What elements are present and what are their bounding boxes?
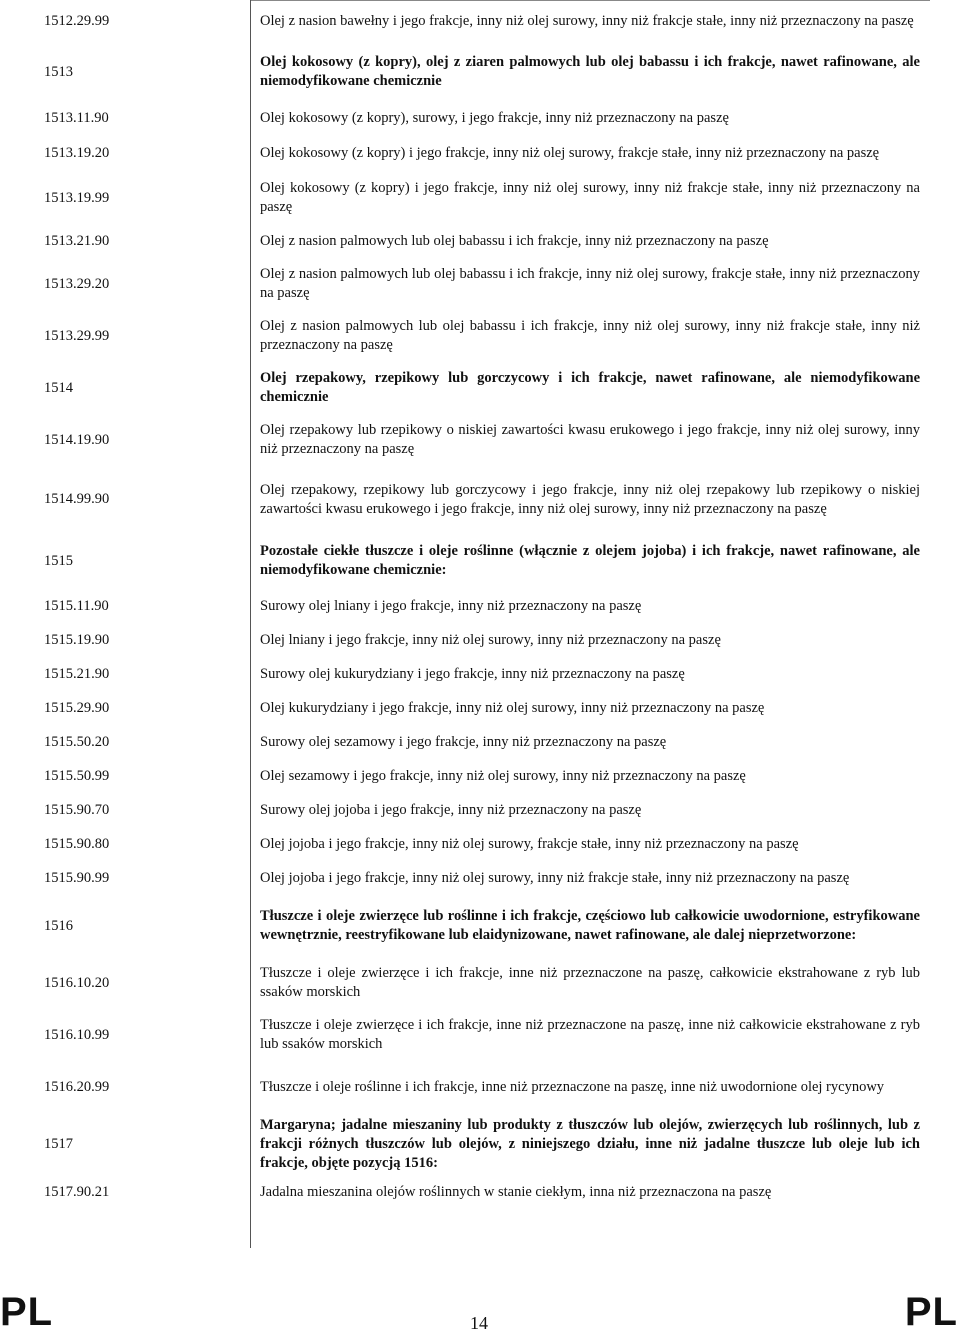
table-row	[0, 623, 930, 657]
cn-description: Olej kokosowy (z kopry), surowy, i jego frakcje, inny niż przeznaczony na paszę	[260, 109, 729, 126]
cn-description: Surowy olej jojoba i jego frakcje, inny niż przeznaczony na paszę	[260, 801, 642, 818]
cn-description: Tłuszcze i oleje zwierzęce lub roślinne i ich frakcje, częściowo lub całkowicie uwodornione, estryfikowane wewnętrznie, reestryfikowane lub elaidynizowane, nawet rafinowane, ale dalej nieprzetworzone:	[260, 908, 920, 943]
cn-code: 1516.10.99	[44, 1026, 110, 1043]
cn-description: Tłuszcze i oleje zwierzęce i ich frakcje, inne niż przeznaczone na paszę, inne niż całkowicie ekstrahowane z ryb lub ssaków morskich	[260, 1017, 920, 1052]
table-row	[0, 1175, 930, 1209]
table-row	[0, 657, 930, 691]
cn-description: Olej rzepakowy, rzepikowy lub gorczycowy i jego frakcje, inny niż olej rzepakowy lub rzepikowy o niskiej zawartości kwasu erukowego i jego frakcje, inny niż olej surowy, inny niż przeznaczony na paszę	[260, 481, 920, 517]
table-row	[0, 691, 930, 725]
table-row	[0, 1061, 930, 1113]
cn-code: 1515.90.80	[44, 835, 110, 852]
cn-code: 1515.21.90	[44, 665, 110, 682]
cn-code: 1517.90.21	[44, 1183, 110, 1200]
cn-code: 1515.29.90	[44, 699, 110, 716]
cn-description: Tłuszcze i oleje roślinne i ich frakcje, inne niż przeznaczone na paszę, inne niż uwodornione olej rycynowy	[260, 1078, 885, 1095]
table-row	[0, 759, 930, 793]
cn-description: Olej jojoba i jego frakcje, inny niż olej surowy, inny niż frakcje stałe, inny niż przeznaczony na paszę	[260, 869, 850, 886]
table-row	[0, 0, 930, 42]
cn-description: Olej kokosowy (z kopry), olej z ziaren palmowych lub olej babassu i ich frakcje, nawet rafinowane, ale niemodyfikowane chemicznie	[260, 54, 920, 89]
cn-code: 1513.19.20	[44, 144, 110, 161]
table-row	[0, 589, 930, 623]
cn-description: Olej rzepakowy, rzepikowy lub gorczycowy i ich frakcje, nawet rafinowane, ale niemodyfikowane chemicznie	[260, 370, 920, 405]
cn-code: 1516	[44, 917, 73, 934]
cn-code: 1514	[44, 379, 73, 396]
cn-description: Olej z nasion palmowych lub olej babassu i ich frakcje, inny niż olej surowy, frakcje stałe, inny niż przeznaczony na paszę	[260, 266, 920, 301]
cn-description: Olej rzepakowy lub rzepikowy o niskiej zawartości kwasu erukowego i jego frakcje, inny niż olej surowy, inny niż przeznaczony na paszę	[260, 422, 920, 457]
table-row	[0, 310, 930, 362]
cn-code: 1513.19.99	[44, 189, 110, 206]
table-row	[0, 224, 930, 258]
table-row	[0, 258, 930, 310]
table-row	[0, 172, 930, 224]
cn-description: Olej jojoba i jego frakcje, inny niż olej surowy, frakcje stałe, inny niż przeznaczony na paszę	[260, 835, 799, 852]
cn-description: Jadalna mieszanina olejów roślinnych w stanie ciekłym, inna niż przeznaczona na paszę	[260, 1183, 772, 1200]
cn-description: Surowy olej kukurydziany i jego frakcje, inny niż przeznaczony na paszę	[260, 665, 685, 682]
table-row	[0, 793, 930, 827]
page-number: 14	[470, 1313, 488, 1333]
cn-code: 1515.90.70	[44, 801, 110, 818]
cn-code: 1515	[44, 552, 73, 569]
footer-language-left: PL	[0, 1290, 54, 1334]
table-row	[0, 895, 930, 957]
cn-description: Olej kukurydziany i jego frakcje, inny niż olej surowy, inny niż przeznaczony na paszę	[260, 699, 765, 716]
cn-code: 1513.11.90	[44, 109, 109, 126]
cn-description: Olej z nasion palmowych lub olej babassu i ich frakcje, inny niż przeznaczony na paszę	[260, 232, 769, 249]
table-row	[0, 861, 930, 895]
table-row	[0, 466, 930, 533]
table-row	[0, 533, 930, 589]
cn-code: 1513	[44, 63, 73, 80]
cn-code: 1515.50.20	[44, 733, 110, 750]
table-row	[0, 1009, 930, 1061]
cn-code: 1513.29.20	[44, 275, 110, 292]
table-row	[0, 725, 930, 759]
cn-code: 1514.19.90	[44, 431, 110, 448]
cn-code: 1515.11.90	[44, 597, 109, 614]
table-row	[0, 957, 930, 1009]
cn-code: 1515.90.99	[44, 869, 110, 886]
table-row	[0, 827, 930, 861]
table-row	[0, 134, 930, 172]
table-row	[0, 42, 930, 102]
cn-description: Surowy olej sezamowy i jego frakcje, inny niż przeznaczony na paszę	[260, 733, 667, 750]
table-row	[0, 1113, 930, 1175]
cn-code: 1516.10.20	[44, 974, 110, 991]
cn-code: 1513.21.90	[44, 232, 110, 249]
cn-code: 1515.50.99	[44, 767, 110, 784]
table-row	[0, 414, 930, 466]
cn-description: Pozostałe ciekłe tłuszcze i oleje roślinne (włącznie z olejem jojoba) i ich frakcje, nawet rafinowane, ale niemodyfikowane chemicznie:	[260, 543, 920, 578]
cn-description: Surowy olej lniany i jego frakcje, inny niż przeznaczony na paszę	[260, 597, 642, 614]
cn-code: 1515.19.90	[44, 631, 110, 648]
cn-description: Tłuszcze i oleje zwierzęce i ich frakcje, inne niż przeznaczone na paszę, całkowicie ekstrahowane z ryb lub ssaków morskich	[260, 965, 920, 1000]
table-row	[0, 362, 930, 414]
cn-code: 1517	[44, 1135, 73, 1152]
cn-description: Olej kokosowy (z kopry) i jego frakcje, inny niż olej surowy, frakcje stałe, inny niż przeznaczony na paszę	[260, 144, 880, 161]
cn-description: Olej kokosowy (z kopry) i jego frakcje, inny niż olej surowy, inny niż frakcje stałe, inny niż przeznaczony na paszę	[260, 180, 920, 215]
cn-code: 1514.99.90	[44, 491, 110, 507]
cn-code: 1513.29.99	[44, 327, 110, 344]
cn-code: 1512.29.99	[44, 12, 110, 29]
footer-language-right: PL	[904, 1290, 958, 1334]
cn-description: Olej lniany i jego frakcje, inny niż olej surowy, inny niż przeznaczony na paszę	[260, 631, 721, 648]
cn-description: Olej sezamowy i jego frakcje, inny niż olej surowy, inny niż przeznaczony na paszę	[260, 767, 746, 784]
cn-description: Olej z nasion palmowych lub olej babassu i ich frakcje, inny niż olej surowy, inny niż frakcje stałe, inny niż przeznaczony na paszę	[260, 318, 920, 353]
cn-description: Olej z nasion bawełny i jego frakcje, inny niż olej surowy, inny niż frakcje stałe, inny niż przeznaczony na paszę	[260, 12, 914, 29]
table-row	[0, 102, 930, 134]
cn-description: Margaryna; jadalne mieszaniny lub produkty z tłuszczów lub olejów, zwierzęcych lub roślinnych, lub z frakcji różnych tłuszczów lub olejów, z niniejszego działu, inne niż jadalne tłuszcze lub oleje lub ich frakcje, objęte pozycją 1516:	[260, 1116, 920, 1171]
cn-code: 1516.20.99	[44, 1078, 110, 1095]
